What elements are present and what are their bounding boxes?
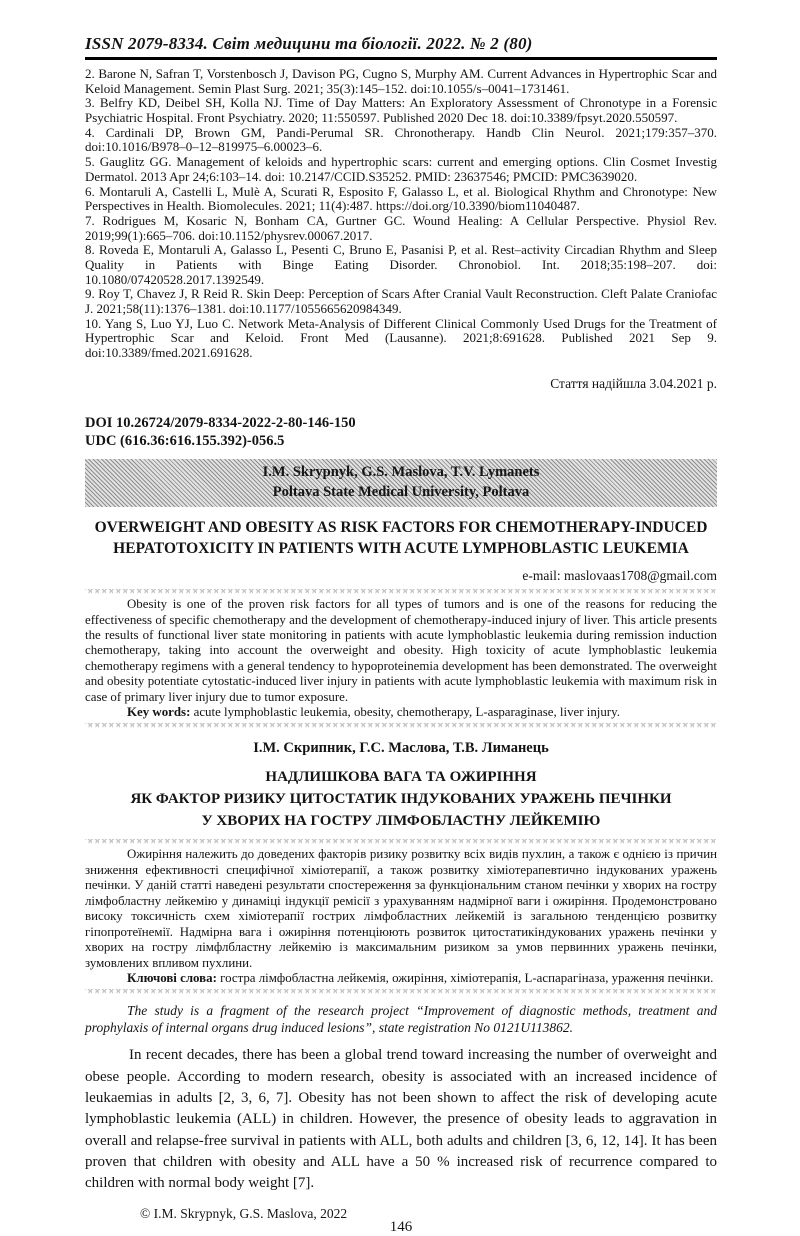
authors-banner [85,459,717,507]
article-title-uk [85,766,717,833]
authors-uk: І.М. Скрипник, Г.С. Маслова, Т.В. Лиманець [253,739,549,756]
article-received-note: Стаття надійшла 3.04.2021 р. [550,375,717,391]
article-body-paragraph: In recent decades, there has been a global trend toward increasing the number of overweight and obese people. According to modern research, obesity is associated with an increased incidence of leukaemias in adults [2, 3, 6, 7]. Obesity has not been shown to affect the risk of developing acute lymphoblastic leukemia (ALL) in children. However, the presence of obesity leads to aggravation in overall and relapse-free survival in patients with ALL, both adults and children [3, 6, 12, 14]. It has been proven that children with obesity and ALL have a 50 % increased risk of recurrence compared to children with normal body weight [7]. [85,1047,717,1192]
keywords-en-value: acute lymphoblastic leukemia, obesity, chemotherapy, L-asparaginase, liver injury. [193,705,620,720]
zigzag-divider [85,589,717,594]
zigzag-divider [85,723,717,728]
abstract-uk [85,847,717,986]
keywords-uk [85,971,717,986]
reference-item: 2. Barone N, Safran T, Vorstenbosch J, Davison PG, Cugno S, Murphy AM. Current Advances in Hypertrophic Scar and Keloid Management. Semin Plast Surg. 2021; 35(3):145–152. doi:10.1055/s–0041–1731461. [85,66,717,96]
study-fragment-note: The study is a fragment of the research project “Improvement of diagnostic methods, treatment and prophylaxis of internal organs drug induced lesions”, state registration No 0121U113862. [85,1002,717,1036]
reference-item: 6. Montaruli A, Castelli L, Mulè A, Scurati R, Esposito F, Galasso L, et al. Biological Rhythm and Chronotype: New Perspectives in Health. Biomolecules. 2021; 11(4):487. https://doi.org/10.3390/biom11040487. [85,183,717,214]
reference-item: 8. Roveda E, Montaruli A, Galasso L, Pesenti C, Bruno E, Pasanisi P, et al. Rest–activity Circadian Rhythm and Sleep Quality in Patients with Binge Eating Disorder. Chronobiol. Int. 2018;35:198–207. doi: 10.1080/07420528.2017.1392549. [85,242,717,287]
title-uk-line: У ХВОРИХ НА ГОСТРУ ЛІМФОБЛАСТНУ ЛЕЙКЕМІЮ [201,813,601,830]
doi-udc-block [85,414,717,450]
keywords-en [85,705,717,720]
reference-item: 10. Yang S, Luo YJ, Luo C. Network Meta-Analysis of Different Clinical Commonly Used Drugs for the Treatment of Hypertrophic Scar and Keloid. Front Med (Lausanne). 2021;8:691628. Published 2021 Sep 9. doi:10.3389/fmed.2021.691628. [85,315,717,361]
copyright-note: © I.M. Skrypnyk, G.S. Maslova, 2022 [140,1206,348,1222]
page-number: 146 [389,1219,413,1236]
article-title-en [85,518,717,559]
reference-item: 3. Belfry KD, Deibel SH, Kolla NJ. Time of Day Matters: An Exploratory Assessment of Chronotype in a Forensic Psychiatric Hospital. Front Psychiatry. 2020; 11:550597. Published 2020 Dec 18. doi:10.3389/fpsyt.2020.550597. [85,95,717,126]
udc-line: UDC (616.36:616.155.392)-056.5 [85,432,285,449]
title-en-line: HEPATOTOXICITY IN PATIENTS WITH ACUTE LYMPHOBLASTIC LEUKEMIA [113,539,689,557]
reference-item: 4. Cardinali DP, Brown GM, Pandi-Perumal SR. Chronotherapy. Handb Clin Neurol. 2021;179:357–370. doi:10.1016/B978–0–12–819975–6.00023–6. [85,124,717,155]
abstract-en [85,597,717,721]
title-uk-line: ЯК ФАКТОР РИЗИКУ ЦИТОСТАТИК ІНДУКОВАНИХ УРАЖЕНЬ ПЕЧІНКИ [130,791,672,808]
reference-item: 7. Rodrigues M, Kosaric N, Bonham CA, Gurtner GC. Wound Healing: A Cellular Perspective. Physiol Rev. 2019;99(1):665–706. doi:10.1152/physrev.00067.2017. [85,212,717,243]
keywords-en-label: Key words: [127,705,191,720]
email-line: e-mail: maslovaas1708@gmail.com [522,568,717,584]
page-footer [85,1206,717,1236]
abstract-en-text: Obesity is one of the proven risk factors for all types of tumors and is one of the reasons for reducing the effectiveness of specific chemotherapy and the development of chemotherapy-induced injury of liver. This article presents the results of functional liver state monitoring in patients with acute lymphoblastic leukemia during remission induction chemotherapy, taking into account the overweight and obesity. High toxicity of acute lymphoblastic leukemia chemotherapy regimens with a general tendency to hypoproteinemia development has been demonstrated. The overweight and obesity potentiate cytostatic-induced liver injury in patients with acute lymphoblastic leukemia with maximum risk in case of primary liver injury due to tumor exposure. [85,597,717,704]
zigzag-divider [85,989,717,994]
reference-item: 5. Gauglitz GG. Management of keloids and hypertrophic scars: current and emerging options. Clin Cosmet Investig Dermatol. 2013 Apr 24;6:103–14. doi: 10.2147/CCID.S35252. PMID: 23637546; PMCID: PMC3639020. [85,154,717,184]
journal-issn-header: ISSN 2079-8334. Світ медицини та біології. 2022. № 2 (80) [85,34,717,60]
references-section [85,67,717,361]
reference-item: 9. Roy T, Chavez J, R Reid R. Skin Deep: Perception of Scars After Cranial Vault Reconstruction. Cleft Palate Craniofac J. 2021;58(11):1376–1381. doi:10.1177/1055665620984349. [85,286,717,316]
doi-line: DOI 10.26724/2079-8334-2022-2-80-146-150 [85,414,356,431]
keywords-uk-value: гостра лімфобластна лейкемія, ожиріння, хіміотерапія, L-аспарагіназа, ураження печінки. [220,971,714,986]
abstract-uk-text: Ожиріння належить до доведених факторів ризику розвитку всіх видів пухлин, а також є однією із причин зниження ефективності специфічної хіміотерапії, а також розвитку хіміотерапевтично індукованих уражень печінки. У даній статті наведені результати спостереження за функціональним станом печінки у хворих на гостру лімфобластну лейкемію у динаміці індукції ремісії з урахуванням надмірної ваги і ожиріння. Продемонстровано високу токсичність схем хіміотерапії гострих лімфобластних лейкемій із загальною тенденцією розвитку гіпопротеїнемії. Надмірна вага і ожиріння потенціюють розвиток цитостатикіндукованих уражень печінки у хворих на гостру лімфлбластну лейкемію із максимальним ризиком за умов первинних уражень печінки, зумовлених впливом пухлини. [85,847,717,970]
affiliation-en: Poltava State Medical University, Poltava [272,483,530,500]
title-uk-line: НАДЛИШКОВА ВАГА ТА ОЖИРІННЯ [265,768,537,785]
title-en-line: OVERWEIGHT AND OBESITY AS RISK FACTORS FOR CHEMOTHERAPY-INDUCED [94,519,708,537]
keywords-uk-label: Ключові слова: [127,971,217,986]
zigzag-divider [85,839,717,844]
authors-en: I.M. Skrypnyk, G.S. Maslova, T.V. Lymanets [262,464,540,480]
